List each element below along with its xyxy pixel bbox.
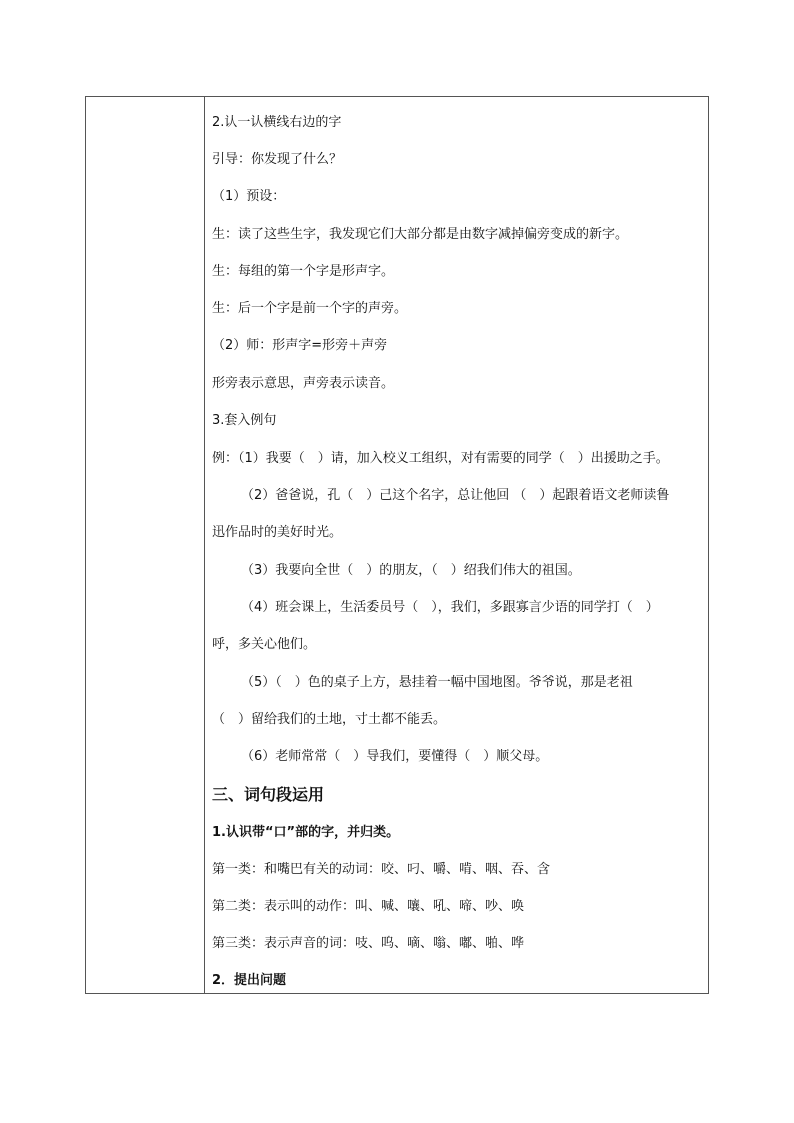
lesson-table [85, 96, 709, 994]
category-3: 第三类：表示声音的词：吱、呜、嘀、嗡、嘟、啪、哗 [212, 936, 525, 951]
task-1-heading: 1.认识带“口”部的字，并归类。 [212, 825, 400, 840]
guide-question: 引导：你发现了什么？ [212, 152, 343, 167]
example-1: 例：（1）我要（ ）请，加入校义工组织，对有需要的同学（ ）出援助之手。 [212, 451, 669, 466]
example-2-line-2: 迅作品时的美好时光。 [212, 525, 343, 540]
preset-label: （1）预设： [212, 189, 286, 204]
task-2-heading: 2．提出问题 [212, 973, 287, 988]
step-2-heading: 2.认一认横线右边的字 [212, 115, 342, 130]
example-6: （6）老师常常（ ）导我们，要懂得（ ）顺父母。 [241, 749, 549, 764]
example-4-line-2: 呼，多关心他们。 [212, 637, 317, 652]
section-3-heading: 三、词句段运用 [212, 785, 325, 804]
formula-explanation: 形旁表示意思，声旁表示读音。 [212, 376, 395, 391]
step-3-heading: 3.套入例句 [212, 413, 277, 428]
example-5-line-2: （ ）留给我们的土地，寸土都不能丢。 [212, 712, 447, 727]
example-2-line-1: （2）爸爸说，孔（ ）己这个名字，总让他回 （ ）起跟着语文老师读鲁 [241, 488, 670, 503]
column-divider [204, 97, 205, 993]
student-answer-1: 生：读了这些生字，我发现它们大部分都是由数字减掉偏旁变成的新字。 [212, 227, 629, 242]
student-answer-2: 生：每组的第一个字是形声字。 [212, 264, 395, 279]
example-3: （3）我要向全世（ ）的朋友，（ ）绍我们伟大的祖国。 [241, 563, 581, 578]
category-2: 第二类：表示叫的动作：叫、喊、嚷、吼、啼、吵、唤 [212, 899, 525, 914]
student-answer-3: 生：后一个字是前一个字的声旁。 [212, 301, 408, 316]
category-1: 第一类：和嘴巴有关的动词：咬、叼、嚼、啃、咽、吞、含 [212, 862, 551, 877]
example-4-line-1: （4）班会课上，生活委员号（ ），我们，多跟寡言少语的同学打（ ） [241, 600, 659, 615]
teacher-formula: （2）师：形声字=形旁＋声旁 [212, 338, 388, 353]
example-5-line-1: （5）（ ）色的桌子上方，悬挂着一幅中国地图。爷爷说，那是老祖 [241, 675, 633, 690]
